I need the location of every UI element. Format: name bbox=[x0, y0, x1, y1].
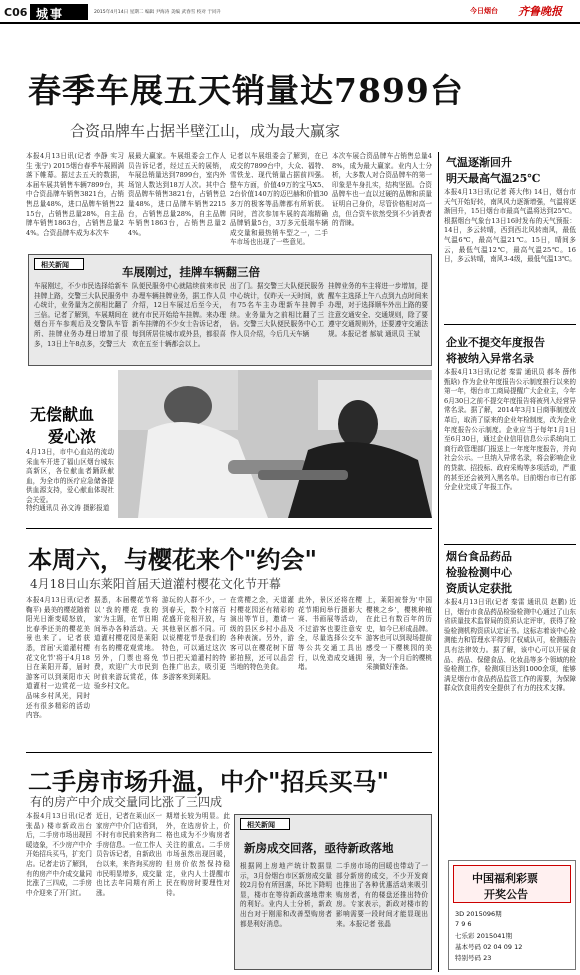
issue-meta: 2015年4月14日 星期二 编辑 尹海涛 美编 武春雪 校对 于同升 bbox=[94, 10, 222, 15]
sakura-col-3: 游玩的人群不少，一到春天，数个村落百花盛开竞相开放，与其他景区都不同。可以说樱花节是我们的特色，可以通过这次节日把天道灌村的特色推广出去，吸引更多游客来到莱阳。 bbox=[162, 596, 226, 681]
lead-col-4: 本次车展合资品牌车占销售总量48%，成为最大赢家。业内人士分析，大多数人对合资品牌车的第一印象是车身扎实，结构坚固。合资品牌车也一直以过硬的品牌和质量证明自己身价，尽管价格相对高一点，但合资车依然受到不少消费者的青睐。 bbox=[332, 152, 432, 228]
related2-col-1: 根据网上房地产统计数据显示，3月份烟台市区新房成交量较2月份有所回落，环比下降明显，楼市在等待新政落地带来的利好。业内人士分析，新政出台对于刚需和改善型购房者都是利好消息。 bbox=[240, 862, 332, 928]
brand-logo-left: 今日烟台 bbox=[470, 7, 498, 15]
enterprise-rule bbox=[444, 544, 576, 545]
right-column-divider bbox=[438, 152, 439, 972]
photo-title-1: 无偿献血 bbox=[30, 405, 95, 424]
related2-col-2: 二手房市场的回暖也带动了一部分新房的成交，不少开发商也推出了各种优惠活动来吸引购房者，有的楼盘还推出特价房。专家表示，新政对楼市的影响需要一段时间才能显现出来。本报记者 张晶 bbox=[336, 862, 428, 928]
section-label: 城事 bbox=[36, 7, 65, 21]
house-headline: 二手房市场升温，中介"招兵买马" bbox=[28, 767, 390, 796]
page-number: C06 bbox=[4, 6, 28, 19]
lottery-line-5: 特别号码 23 bbox=[455, 954, 492, 962]
photo-title-2: 爱心浓 bbox=[48, 427, 97, 446]
lottery-line-2: 7 9 6 bbox=[455, 920, 472, 928]
food-title-3: 资质认定获批 bbox=[446, 582, 512, 595]
sakura-col-5: 此外，景区还将在樱花节期间举行摄影大赛、书画展等活动，不过游客也要注意安全，尽量选择公交车等公共交通工具出行，以免造成交通拥堵。 bbox=[298, 596, 362, 672]
enterprise-body: 本报4月13日讯(记者 秦雷 通讯员 郝冬 薛伟 甄晗) 作为企业年度报告公示制度推行以来的第一年，烟台市工商局提醒广大企业主，今年6月30日之前不提交年度报告将被列入经营异常名录。据了解，2014年3月1日商事制度改革后，取消了原来的企业年检制度，改为企业年度报告公示制度。企业应当于每年1月1日至6月30日，通过企业信用信息公示系统向工商行政管理部门报送上一年度年度报告，并向社会公示。一旦纳入异常名录，将会影响企业的贷款、招投标、政府采购等多项活动，严重的甚至还会被列入黑名单。目前烟台市已有部分企业完成了年报工作。 bbox=[444, 368, 576, 492]
lead-col-3: 记者以车展组委会了解到，在已成交的7899台中，大众、福特、雪铁龙、现代销量占据前四强。整车方面，价值49万的宝马X5、2台价值140万的迈巴赫和价值30多万的极客等品牌都有所斩获。同时，首次参加车展的高端精确品牌销量5台，3万多元低端车辆成交量和最热销车型之一，二手车市场也出现了一些意见。 bbox=[230, 152, 328, 247]
sakura-subheadline: 4月18日山东莱阳首届天道灌村樱花文化节开幕 bbox=[30, 577, 281, 591]
related-title-1: 车展刚过，挂牌车辆翻三倍 bbox=[122, 265, 260, 279]
lottery-title-2: 开奖公告 bbox=[484, 888, 528, 901]
enterprise-title-1: 企业不提交年度报告 bbox=[446, 336, 545, 349]
related1-col-3: 出了门。据交警三大队便民服务中心统计，仅昨天一天时间，就有75名车主办理新车挂牌手续。业务量为之前相比翻了三倍。交警三大队便民服务中心工作人员介绍，今后几天车辆 bbox=[230, 282, 324, 338]
related-tag-1 bbox=[34, 258, 84, 270]
related-title-2: 新房成交回落，亟待新政落地 bbox=[244, 841, 394, 855]
blood-donation-photo bbox=[118, 370, 432, 518]
house-col-1: 本报4月13日讯(记者 张晶) 楼市新政出台后，二手房市场出现回暖迹象，不少房产中介开始招兵买马，扩充门店。记者走访了解到，有的房产中介成交量同比涨了三四成，二手房中介迎来了开门红。 bbox=[26, 812, 92, 897]
photo-credit: 特约通讯员 孙文涛 摄影报道 bbox=[26, 504, 110, 512]
food-title-2: 检验检测中心 bbox=[446, 566, 512, 579]
house-col-2: 近日，记者在莱山区一家房产中介门店看到，不时有市民前来咨询二手房信息。一位工作人员告诉记者，自新政出台以来，来咨询买房的市民明显增多，成交量也比去年同期有所上涨。 bbox=[96, 812, 162, 897]
photo-bottom-rule bbox=[26, 528, 432, 529]
lead-col-1: 本报4月13日讯(记者 李静 实习生 张宁) 2015烟台春季车展圆满落下帷幕。据过去五天的数据，本届车展共销售车辆7899台，其中合资品牌车销售3821台，占销售总量48%，进口品牌车销售2215台，占销售总量28%，自主品牌车销售1863台，占销售总量24%。合资品牌车成为本次车 bbox=[26, 152, 124, 237]
photo-illustration bbox=[118, 370, 432, 518]
sakura-bottom-rule bbox=[26, 752, 432, 753]
weather-title-1: 气温逐渐回升 bbox=[446, 156, 512, 169]
brand-logo-right: 齐鲁晚报 bbox=[518, 5, 562, 18]
sakura-col-4: 在赏樱之余，天道灌村樱花园还有精彩的演出等节目，邀请一级的县区乡村小品及各种表演。另外，游客可以在樱花树下留影拍照，还可以品尝当地的特色美食。 bbox=[230, 596, 294, 672]
related-tag-1-label: 相关新闻 bbox=[41, 261, 69, 269]
sakura-headline: 本周六，与樱花来个"约会" bbox=[28, 545, 318, 574]
lead-headline: 春季车展五天销量达7899台 bbox=[28, 71, 464, 110]
section-badge bbox=[30, 4, 88, 20]
lottery-title-1: 中国福利彩票 bbox=[472, 872, 538, 885]
house-subheadline: 有的房产中介成交量同比涨了三四成 bbox=[30, 795, 223, 809]
weather-rule bbox=[444, 324, 576, 325]
related1-col-1: 车展刚过，不少市民选择给新车挂牌上路，交警三大队民服务中心统计，业务量为之前相比翻了三倍。记者了解到，车展期间在烟台开车参观后及交警队车管所、挂牌业务办理日增加了很多，13日上午8点多，交警三大 bbox=[34, 282, 128, 348]
enterprise-title-2: 将被纳入异常名录 bbox=[446, 352, 534, 365]
lottery-line-4: 基本号码 02 04 09 12 bbox=[455, 943, 523, 951]
header-rule bbox=[0, 22, 580, 24]
weather-title-2: 明天最高气温25℃ bbox=[446, 172, 541, 185]
related1-col-4: 挂牌业务的车主将进一步增加，提醒车主选择上午八点到九点时间来办理，对于选择顺车外出上路的要注意交通安全、交通规则，除了要遵守交通规则外，还要遵守交通法规。本报记者 郝斌 通讯员 王斌 bbox=[328, 282, 428, 338]
lead-subheadline: 合资品牌车占据半壁江山，成为最大赢家 bbox=[70, 122, 341, 140]
food-body: 本报4月13日讯(记者 秦雷 通讯员 赵鹏) 近日，烟台市食品药品检验检测中心通过了山东省质量技术监督局的资质认定评审，获得了检验检测机构资质认定证书。这标志着该中心检测能力和管理水平得到了权威认可，检测报告具有法律效力。据了解，该中心可以开展食品、药品、保健食品、化妆品等多个领域的检验检测工作，检测项目达到1000余项，能够满足烟台市食品药品监管工作的需要，为保障群众饮食用药安全提供了有力的技术支撑。 bbox=[444, 598, 576, 693]
sakura-col-1: 本报4月13日讯(记者 鞠平) 最美的樱花随着阳光日渐变暖怒放，比春季还美的樱花美景也来了。记者获悉，首届'天道灌村樱花文化节'将于4月18日在莱阳开幕，届时游客可以到莱阳市天道灌村一边赏花一边品味乡村风光，同时还有很多精彩的活动内容。 bbox=[26, 596, 90, 720]
lead-col-2: 展最大赢家。车展组委会工作人员告诉记者，经过五天的展销，车展总销量达到7899台，室内外场馆人数达到18万人次。其中合资品牌车销售3821台，占销售总量48%，进口品牌车销售2215台，占销售总量28%，自主品牌车销售1863台，占销售总量24%。 bbox=[128, 152, 226, 237]
related-tag-2 bbox=[240, 818, 290, 830]
lottery-line-1: 3D 2015096期 bbox=[455, 910, 502, 918]
house-col-3: 期增长较为明显。此外，在选房价上，价格也成为不少购房者关注的重点。二手房市场虽然出现回暖，但房价依然保持稳定，业内人士提醒市民在购房时要理性对待。 bbox=[166, 812, 230, 897]
related-tag-2-label: 相关新闻 bbox=[247, 821, 275, 829]
food-title-1: 烟台食品药品 bbox=[446, 550, 512, 563]
weather-body: 本报4月13日讯(记者 蒋大伟) 14日，烟台市天气开始好转，南风风力逐渐增强，气温将逐渐回升，15日烟台市最高气温将达到25℃。根据烟台气象台13日16时发布的天气预报：14日，多云转晴，西到西北风转南风，最低气温6℃，最高气温21℃。15日，晴间多云，最低气温12℃，最高气温25℃。16日，多云转晴，南风3-4级，最低气温13℃。 bbox=[444, 188, 576, 264]
photo-caption: 4月13日，市中心血站的流动采血车开进了福山区烟台城东高新区，各位献血者踊跃献血，为全市的医疗应急储备提供血源支持，爱心献血体现社会关爱。 bbox=[26, 448, 114, 504]
related1-col-2: 队便民服务中心就陆续前来市民办理车辆挂牌业务，据工作人员介绍，12日车展过后至今天，就有市民开始给车挂牌。来办理新车挂牌的不少女士告诉记者，每到所居住城市或外县，都很喜欢在五至十辆都会以上。 bbox=[132, 282, 226, 348]
lottery-line-3: 七乐彩 2015041期 bbox=[455, 932, 513, 940]
sakura-col-6: 上，莱阳被誉为'中国樱桃之乡'，樱桃种植在此已有数百年的历史，如今已形成品牌。游客也可以到现场提前感受一下樱桃园的美景，为一个月后的樱桃采摘做好准备。 bbox=[366, 596, 432, 672]
sakura-col-2: 据悉，本届樱花节将以'我的樱花 我的家'为主题，在节日期间举办各种活动。天道灌村樱花园是莱阳有名的樱花观赏地。另外，门票也将免费，欢迎广大市民到时前来游玩赏花，体验乡村文化。 bbox=[94, 596, 158, 691]
lottery-box bbox=[448, 860, 576, 970]
lottery-header bbox=[453, 865, 571, 903]
